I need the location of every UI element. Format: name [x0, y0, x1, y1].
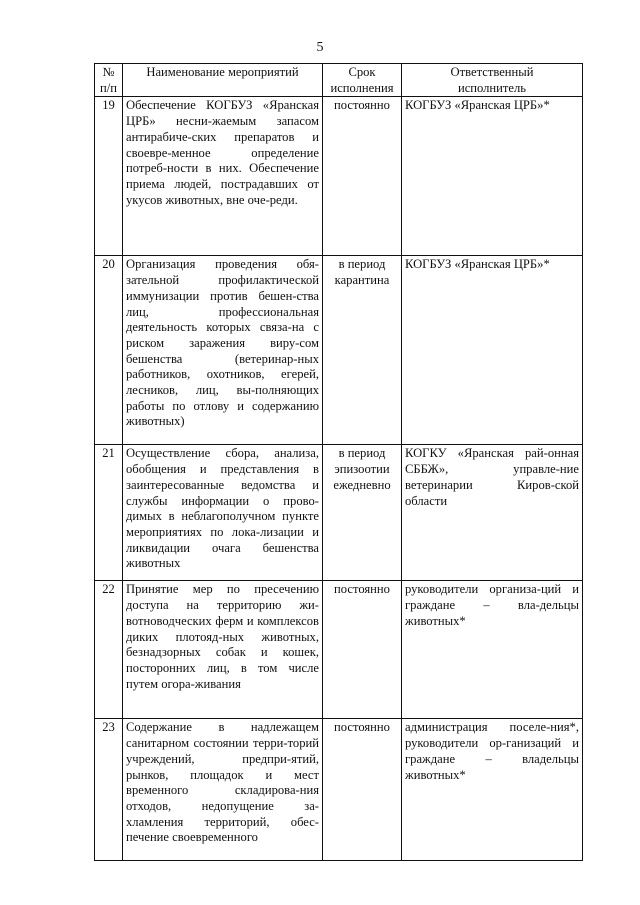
table-row [95, 719, 583, 861]
header-responsible-line2: исполнитель [457, 80, 527, 95]
page-number: 5 [316, 40, 324, 55]
row-responsible: КОГБУЗ «Яранская ЦРБ»* [402, 256, 583, 445]
row-responsible: КОГБУЗ «Яранская ЦРБ»* [402, 97, 583, 256]
table-row [95, 256, 583, 445]
measures-table [94, 63, 583, 861]
row-number: 20 [95, 256, 123, 445]
row-number: 23 [95, 719, 123, 861]
header-number [95, 64, 123, 97]
row-measure-name: Содержание в надлежащем санитарном состоянии терри-торий учреждений, предпри-ятий, рынков, площадок и мест временного складирова-ния отходов, недопущение за-хламления территорий, обес-печение своевременного [123, 719, 323, 861]
row-measure-name: Принятие мер по пресечению доступа на территорию жи-вотноводческих ферм и комплексов диких плотояд-ных животных, безнадзорных собак и кошек, посторонних лиц, в том числе путем огора-живания [123, 581, 323, 719]
row-measure-name: Организация проведения обя-зательной профилактической иммунизации против бешен-ства лиц, профессиональная деятельность которых связа-на с риском заражения виру-сом бешенства (ветеринар-ных работников, охотников, егерей, лесников, лиц, вы-полняющих работы по отлову и содержанию животных) [123, 256, 323, 445]
header-measure-name [123, 64, 323, 97]
row-term: постоянно [323, 581, 402, 719]
row-measure-name: Обеспечение КОГБУЗ «Яранская ЦРБ» несни-жаемым запасом антирабиче-ских препаратов и своевре-менное определение потреб-ности в них. Обеспечение приема людей, пострадавших от укусов животных, вне оче-реди. [123, 97, 323, 256]
table-row [95, 445, 583, 581]
header-measure-name-text: Наименование мероприятий [146, 65, 299, 79]
row-responsible: КОГКУ «Яранская рай-онная СББЖ», управле-ние ветеринарии Киров-ской области [402, 445, 583, 581]
row-number: 22 [95, 581, 123, 719]
header-term [323, 64, 402, 97]
header-term-line2: исполнения [330, 80, 394, 95]
row-term: постоянно [323, 97, 402, 256]
row-term: в период карантина [323, 256, 402, 445]
row-measure-name: Осуществление сбора, анализа, обобщения и представления в заинтересованные ведомства и службы информации о прово-димых в неблагополучном пункте мероприятиях по лока-лизации и ликвидации очага бешенства животных [123, 445, 323, 581]
row-number: 19 [95, 97, 123, 256]
row-responsible: руководители организа-ций и граждане – вла-дельцы животных* [402, 581, 583, 719]
table-row [95, 581, 583, 719]
row-term: в период эпизоотии ежедневно [323, 445, 402, 581]
header-responsible-line1: Ответственный [450, 65, 534, 79]
row-responsible: администрация поселе-ния*, руководители ор-ганизаций и граждане – владельцы животных* [402, 719, 583, 861]
table-header-row [95, 64, 583, 97]
row-number: 21 [95, 445, 123, 581]
header-number-line1: № [102, 65, 115, 79]
header-responsible [402, 64, 583, 97]
table-row [95, 97, 583, 256]
header-term-line1: Срок [348, 65, 376, 79]
row-term: постоянно [323, 719, 402, 861]
header-number-line2: п/п [100, 80, 117, 95]
